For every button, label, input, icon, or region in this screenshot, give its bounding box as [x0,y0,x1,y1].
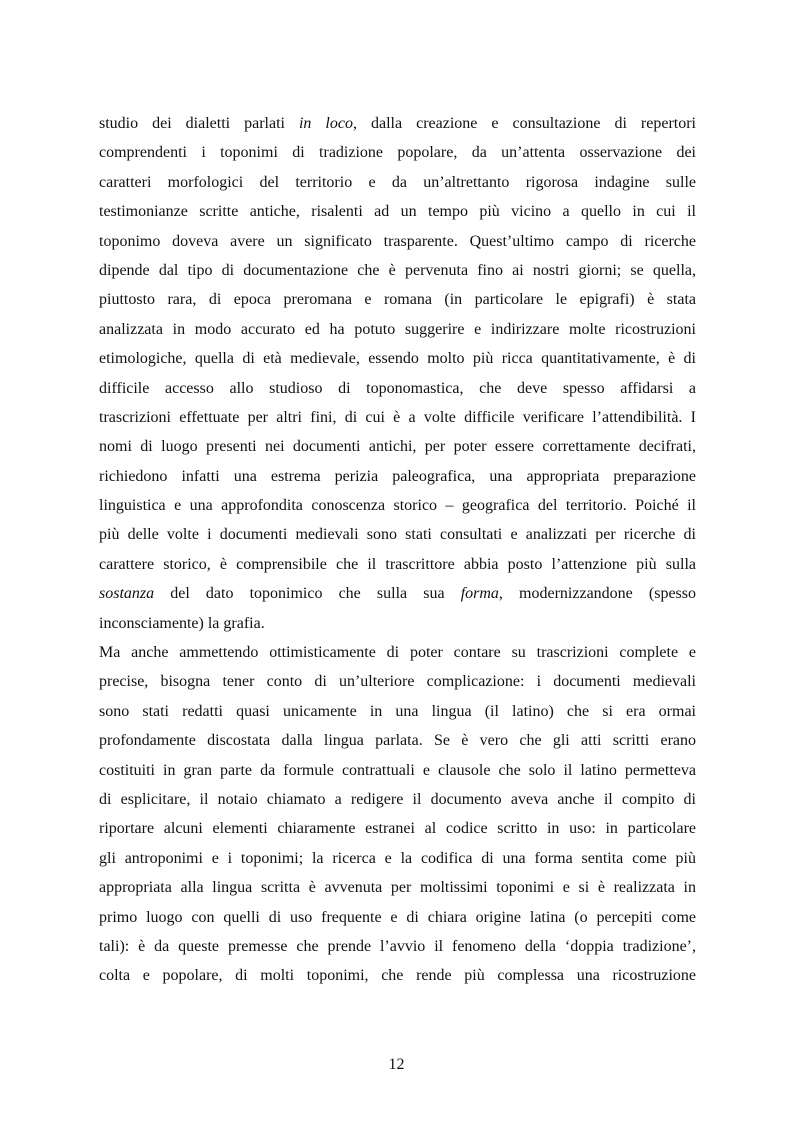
text-run: di esplicitare, il notaio chiamato a redigere il documento aveva anche il compito di [99,790,696,808]
text-line [99,256,696,285]
text-run: inconsciamente) la grafia. [99,614,265,632]
text-line [99,432,696,461]
text-run: tali): è da queste premesse che prende l’avvio il fenomeno della ‘doppia tradizione’, [99,937,696,955]
text-run: toponimo doveva avere un significato trasparente. Quest’ultimo campo di ricerche [99,232,696,250]
text-line [99,227,696,256]
text-run: trascrizioni effettuate per altri fini, di cui è a volte difficile verificare l’attendibilità. I [99,408,696,426]
text-line [99,315,696,344]
text-run: primo luogo con quelli di uso frequente e di chiara origine latina (o percepiti come [99,908,696,926]
text-run: , dalla creazione e consultazione di repertori [352,115,696,132]
text-line [99,109,696,138]
text-line [99,168,696,197]
text-line [99,903,696,932]
text-line [99,873,696,902]
page-number: 12 [388,1056,405,1073]
text-run: comprendenti i toponimi di tradizione popolare, da un’attenta osservazione dei [99,144,696,162]
text-line [99,785,696,814]
text-run: colta e popolare, di molti toponimi, che rende più complessa una ricostruzione [99,967,696,985]
text-run: Ma anche ammettendo ottimisticamente di poter contare su trascrizioni complete e [99,644,696,662]
text-line [99,520,696,549]
text-run: studio dei dialetti parlati [99,115,299,132]
italic-term: sostanza [99,585,155,603]
text-run: costituiti in gran parte da formule contrattuali e clausole che solo il latino permetteva [99,761,696,779]
text-line [99,667,696,696]
text-line [99,197,696,226]
paragraph [99,638,696,991]
text-run: dipende dal tipo di documentazione che è pervenuta fino ai nostri giorni; se quella, [99,261,696,279]
text-run: precise, bisogna tener conto di un’ulteriore complicazione: i documenti medievali [99,673,696,691]
text-run: caratteri morfologici del territorio e da un’altrettanto rigorosa indagine sulle [99,173,696,191]
text-line [99,932,696,961]
text-run: sono stati redatti quasi unicamente in una lingua (il latino) che si era ormai [99,702,696,720]
text-run: linguistica e una approfondita conoscenza storico – geografica del territorio. Poiché il [99,497,696,515]
paragraph [99,109,696,638]
text-run: piuttosto rara, di epoca preromana e romana (in particolare le epigrafi) è stata [99,291,696,309]
italic-term: forma [460,585,499,603]
text-run: gli antroponimi e i toponimi; la ricerca e la codifica di una forma sentita come più [99,849,696,867]
text-run: del dato toponimico che sulla sua [154,585,461,603]
text-run: etimologiche, quella di età medievale, essendo molto più ricca quantitativamente, è di [99,350,696,368]
text-run: testimonianze scritte antiche, risalenti ad un tempo più vicino a quello in cui il [99,203,696,221]
text-line [99,403,696,432]
text-line [99,138,696,167]
text-line [99,814,696,843]
text-run: riportare alcuni elementi chiaramente estranei al codice scritto in uso: in particolare [99,820,696,838]
body-text [99,109,696,991]
text-run: , modernizzandone (spesso [498,585,696,603]
text-line [99,697,696,726]
text-run: profondamente discostata dalla lingua parlata. Se è vero che gli atti scritti erano [99,732,696,750]
text-line [99,756,696,785]
text-line [99,374,696,403]
text-line [99,726,696,755]
text-run: difficile accesso allo studioso di toponomastica, che deve spesso affidarsi a [99,379,696,397]
text-run: richiedono infatti una estrema perizia paleografica, una appropriata preparazione [99,467,696,485]
text-run: più delle volte i documenti medievali sono stati consultati e analizzati per ricerche di [99,526,696,544]
text-run: nomi di luogo presenti nei documenti antichi, per poter essere correttamente decifrati, [99,438,696,456]
text-line [99,638,696,667]
italic-term: in loco [298,115,353,132]
text-line [99,285,696,314]
text-line [99,491,696,520]
text-run: analizzata in modo accurato ed ha potuto suggerire e indirizzare molte ricostruzioni [99,320,696,338]
text-run: carattere storico, è comprensibile che il trascrittore abbia posto l’attenzione più sulla [99,555,696,573]
text-line [99,550,696,579]
text-line [99,579,696,608]
text-line [99,344,696,373]
text-line [99,844,696,873]
text-line [99,462,696,491]
text-run: appropriata alla lingua scritta è avvenuta per moltissimi toponimi e si è realizzata in [99,879,696,897]
text-line [99,609,696,638]
text-line [99,961,696,990]
